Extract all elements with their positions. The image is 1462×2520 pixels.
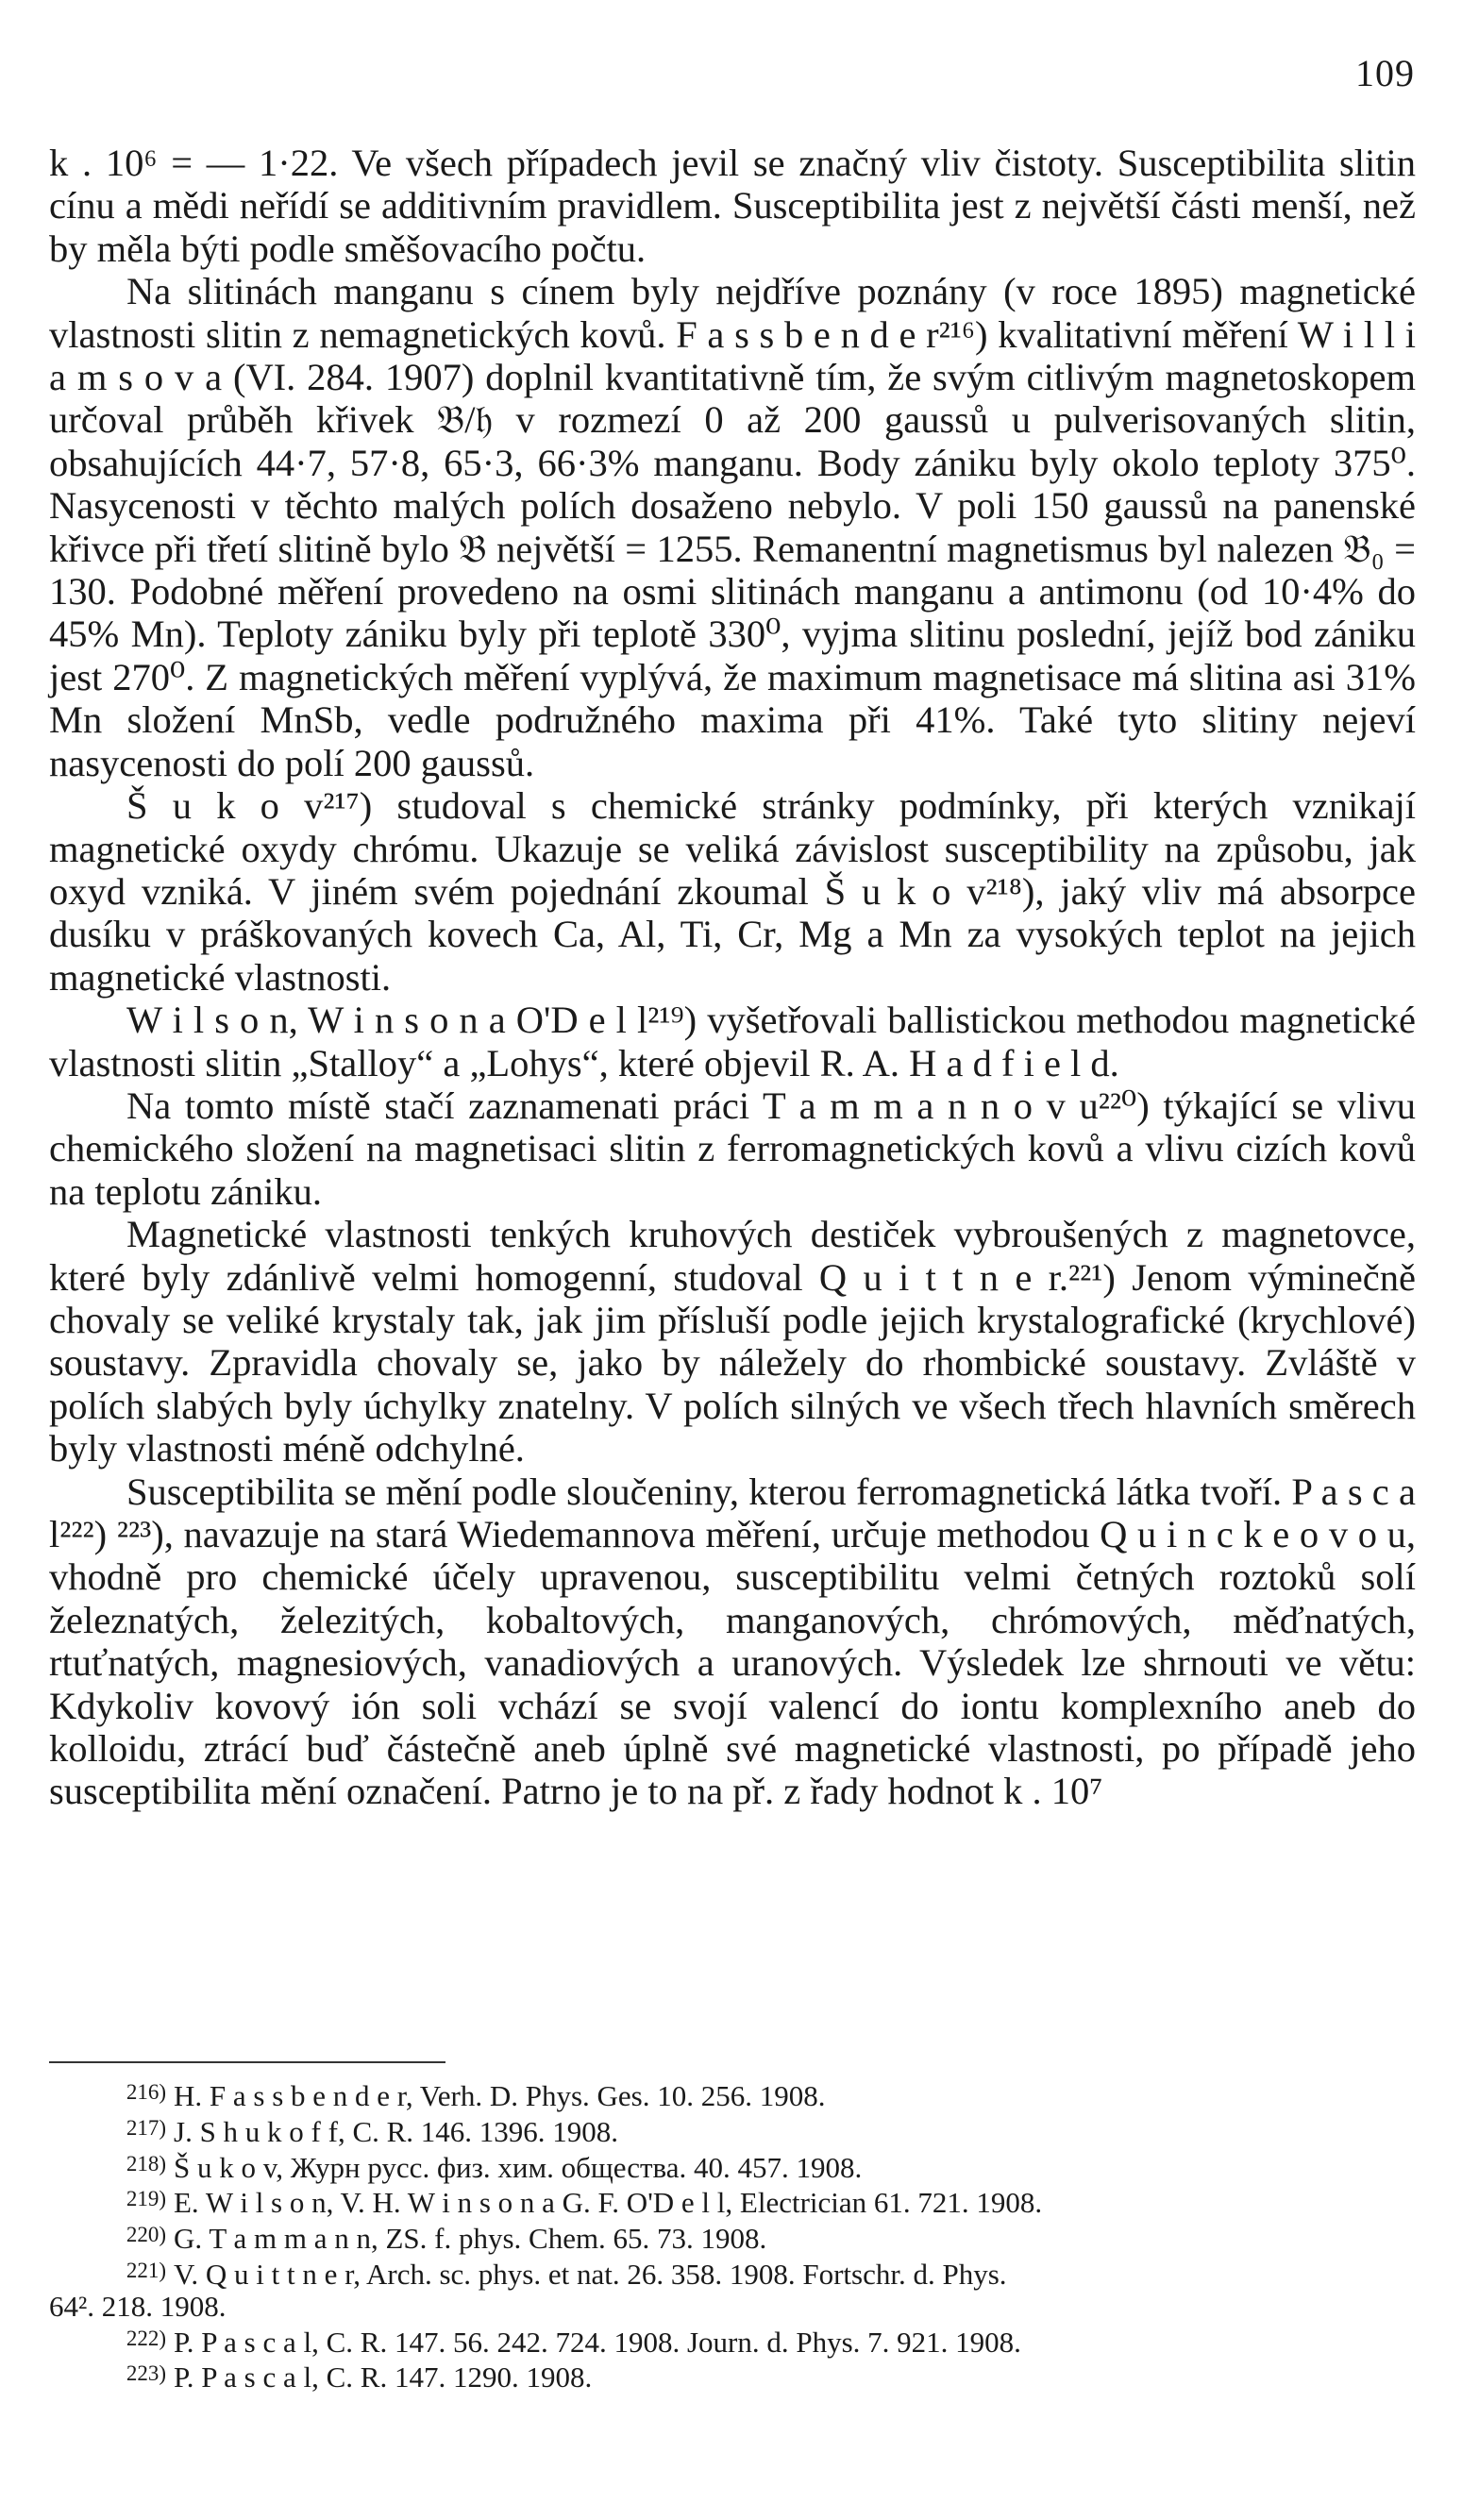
footnote-continuation	[49, 2291, 1416, 2323]
footnote-text: Š u k o v, Журн русс. физ. хим. общества. 40. 457. 1908.	[174, 2150, 863, 2184]
footnote	[49, 2323, 1416, 2359]
footnote-text: V. Q u i t t n e r, Arch. sc. phys. et nat. 26. 358. 1908. Fortschr. d. Phys.	[174, 2257, 1007, 2291]
footnote-number: 221)	[126, 2258, 166, 2282]
footnote-number: 220)	[126, 2223, 166, 2247]
paragraph: Na tomto místě stačí zaznamenati práci T a m m a n n o v u²²⁰) týkající se vlivu chemického složení na magnetisaci slitin z ferromagnetických kovů a vlivu cizích kovů na teplotu zániku.	[49, 1084, 1416, 1213]
paragraph: W i l s o n, W i n s o n a O'D e l l²¹⁹) vyšetřovali ballistickou methodou magnetické vlastnosti slitin „Stalloy“ a „Lohys“, které objevil R. A. H a d f i e l d.	[49, 999, 1416, 1084]
page-number: 109	[1355, 52, 1415, 94]
footnote-text: 64². 218. 1908.	[49, 2289, 227, 2323]
footnote	[49, 2112, 1416, 2148]
paragraph: Na slitinách manganu s cínem byly nejdříve poznány (v roce 1895) magnetické vlastnosti slitin z nemagnetických kovů. F a s s b e n d e r²¹⁶) kvalitativní měření W i l l i a m s o v a (VI. 284. 1907) doplnil kvantitativně tím, že svým citlivým magnetoskopem určoval průběh křivek 𝔅/𝔥 v rozmezí 0 až 200 gaussů u pulverisovaných slitin, obsahujících 44·7, 57·8, 65·3, 66·3% manganu. Body zániku byly okolo teploty 375⁰. Nasycenosti v těchto malých polích dosaženo nebylo. V poli 150 gaussů na panenské křivce při třetí slitině bylo 𝔅 největší = 1255. Remanentní magnetismus byl nalezen 𝔅₀ = 130. Podobné měření provedeno na osmi slitinách manganu a antimonu (od 10·4% do 45% Mn). Teploty zániku byly při teplotě 330⁰, vyjma slitinu poslední, jejíž bod zániku jest 270⁰. Z magnetických měření vyplývá, že maximum magnetisace má slitina asi 31% Mn složení MnSb, vedle podružného maxima při 41%. Také tyto slitiny nejeví nasycenosti do polí 200 gaussů.	[49, 270, 1416, 784]
footnote-number: 222)	[126, 2326, 166, 2350]
paragraph: Magnetické vlastnosti tenkých kruhových destiček vybroušených z magnetovce, které byly zdánlivě velmi homogenní, studoval Q u i t t n e r.²²¹) Jenom výminečně chovaly se veliké krystaly tak, jak jim přísluší podle jejich krystalografické (krychlové) soustavy. Zpravidla chovaly se, jako by náležely do rhombické soustavy. Zvláště v polích slabých byly úchylky znatelny. V polích silných ve všech třech hlavních směrech byly vlastnosti méně odchylné.	[49, 1213, 1416, 1470]
paragraph: Š u k o v²¹⁷) studoval s chemické stránky podmínky, při kterých vznikají magnetické oxydy chrómu. Ukazuje se veliká závislost susceptibility na způsobu, jak oxyd vzniká. V jiném svém pojednání zkoumal Š u k o v²¹⁸), jaký vliv má absorpce dusíku v práškovaných kovech Ca, Al, Ti, Cr, Mg a Mn za vysokých teplot na jejich magnetické vlastnosti.	[49, 784, 1416, 999]
footnote	[49, 2148, 1416, 2184]
footnote-text: H. F a s s b e n d e r, Verh. D. Phys. Ges. 10. 256. 1908.	[174, 2079, 826, 2112]
footnote-number: 219)	[126, 2187, 166, 2211]
footnote-text: P. P a s c a l, C. R. 147. 1290. 1908.	[174, 2360, 593, 2394]
footnotes	[49, 2076, 1416, 2394]
footnote-text: P. P a s c a l, C. R. 147. 56. 242. 724. 1908. Journ. d. Phys. 7. 921. 1908.	[174, 2325, 1021, 2359]
footnote-number: 216)	[126, 2080, 166, 2104]
footnote-number: 217)	[126, 2115, 166, 2140]
footnote-number: 223)	[126, 2361, 166, 2386]
footnote	[49, 2255, 1416, 2291]
footnote-separator	[49, 2061, 445, 2063]
footnote-number: 218)	[126, 2151, 166, 2176]
footnote-text: J. S h u k o f f, C. R. 146. 1396. 1908.	[174, 2114, 619, 2148]
footnote	[49, 2358, 1416, 2394]
body-text	[49, 142, 1416, 1813]
footnote	[49, 2219, 1416, 2255]
footnote	[49, 2183, 1416, 2219]
footnote-text: G. T a m m a n n, ZS. f. phys. Chem. 65. 73. 1908.	[174, 2222, 767, 2256]
footnote-text: E. W i l s o n, V. H. W i n s o n a G. F. O'D e l l, Electrician 61. 721. 1908.	[174, 2186, 1043, 2220]
footnote	[49, 2076, 1416, 2112]
paragraph: Susceptibilita se mění podle sloučeniny, kterou ferromagnetická látka tvoří. P a s c a l²²²) ²²³), navazuje na stará Wiedemannova měření, určuje methodou Q u i n c k e o v o u, vhodně pro chemické účely upravenou, susceptibilitu velmi četných roztoků solí železnatých, železitých, kobaltových, manganových, chrómových, měďnatých, rtuťnatých, magnesiových, vanadiových a uranových. Výsledek lze shrnouti ve větu: Kdykoliv kovový ión soli vchází se svojí valencí do iontu komplexního aneb do kolloidu, ztrácí buď částečně aneb úplně své magnetické vlastnosti, po případě jeho susceptibilita mění označení. Patrno je to na př. z řady hodnot k . 10⁷	[49, 1470, 1416, 1813]
paragraph: k . 10⁶ = — 1·22. Ve všech případech jevil se značný vliv čistoty. Susceptibilita slitin cínu a mědi neřídí se additivním pravidlem. Susceptibilita jest z největší části menší, než by měla býti podle směšovacího počtu.	[49, 142, 1416, 270]
